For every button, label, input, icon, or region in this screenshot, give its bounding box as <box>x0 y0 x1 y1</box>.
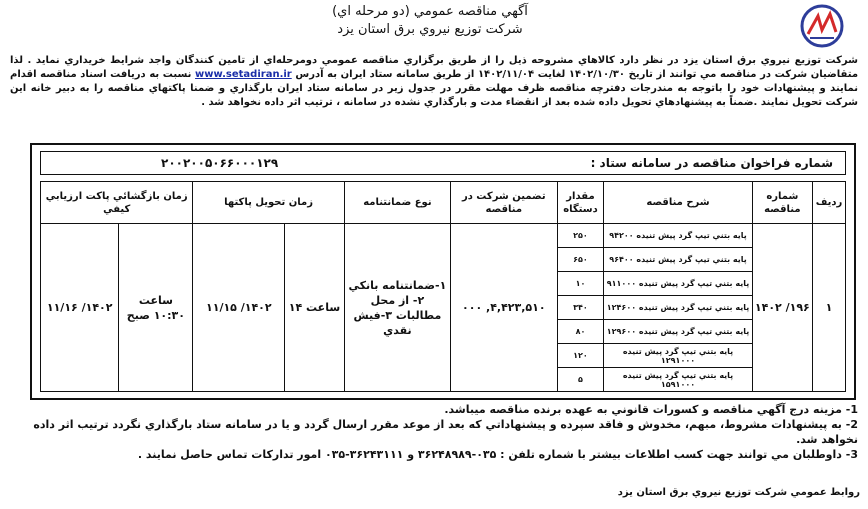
item-description: پايه بتني تيپ گرد پيش تنيده ۹۱۱۰۰۰ <box>604 272 752 296</box>
header-tender-no: شماره مناقصه <box>752 182 813 224</box>
cell-delivery-hour: ساعت ۱۴ <box>285 224 344 392</box>
header-quantity: مقدار دستگاه <box>557 182 604 224</box>
item-description: پايه بتني تيپ گرد پيش تنيده ۱۲۹۱۰۰۰ <box>604 344 752 368</box>
item-quantity: ۳۴۰ <box>557 296 604 320</box>
item-description: پايه بتني تيپ گرد پيش تنيده ۹۴۲۰۰ <box>604 224 752 248</box>
note-contact: 3- داوطلبان مي توانند جهت كسب اطلاعات بيشتر با شماره تلفن : ۰۳۵-۳۶۲۴۸۹۸۹ و ۳۶۲۴۳۱۱۱-۰۳۵ امور تداركات تماس حاصل نمايند . <box>137 448 858 461</box>
company-name: شركت توزيع نيروي برق استان يزد <box>337 22 523 37</box>
note-cost: 1- مزينه درج آگهي مناقصه و كسورات قانوني به عهده برنده مناقصه ميباشد. <box>444 403 858 416</box>
item-quantity: ۶۵۰ <box>557 248 604 272</box>
intro-paragraph <box>10 54 858 110</box>
header-opening-time: زمان بازگشائي پاكت ارزيابي كيفي <box>41 182 193 224</box>
call-number-value: ۲۰۰۲۰۰۵۰۶۶۰۰۰۱۲۹ <box>161 156 279 170</box>
item-description: پايه بتني تيپ گرد پيش تنيده ۱۲۴۶۰۰ <box>604 296 752 320</box>
table-row <box>41 224 846 248</box>
intro-text-part2: نسبت به دريافت اسناد مناقصه اقدام نمايند و پيشنهادات خود را باتوجه به مندرجات دفترچه مناقصه ظرف مهلت مقرر در جدول زير در سامانه ستاد ايران بارگذاري و ضمنا پاكتهاي مناقصه را به دبير خانه اين شركت تحويل نمايند .ضمناً به پيشنهادهاي تحويل داده شده بعد از انقضاء مدت و بارگذاري نشده در سامانه ، ترتيب اثر داده نخواهد شد . <box>10 69 858 108</box>
item-description: پايه بتني تيپ گرد پيش تنيده ۱۲۹۶۰۰ <box>604 320 752 344</box>
item-quantity: ۸۰ <box>557 320 604 344</box>
call-number-bar <box>40 151 846 175</box>
header-delivery-time: زمان تحويل پاكتها <box>193 182 344 224</box>
item-quantity: ۵ <box>557 368 604 392</box>
notice-title: آگهي مناقصه عمومي (دو مرحله اي) <box>332 4 528 19</box>
cell-row-no: ۱ <box>813 224 846 392</box>
cell-tender-no: ۱۹۶/ ۱۴۰۲ <box>752 224 813 392</box>
item-quantity: ۱۲۰ <box>557 344 604 368</box>
cell-delivery-date: ۱۴۰۲/ ۱۱/۱۵ <box>193 224 285 392</box>
notes-section <box>10 402 858 462</box>
header-guarantee-type: نوع ضمانتنامه <box>344 182 450 224</box>
setadiran-link[interactable]: www.setadiran.ir <box>195 69 292 80</box>
cell-deposit: ۴,۴۲۳,۵۱۰, ۰۰۰ <box>451 224 557 392</box>
footer-public-relations: روابط عمومي شركت توزيع نيروي برق استان يزد <box>617 487 860 498</box>
header-description: شرح مناقصه <box>604 182 752 224</box>
item-quantity: ۱۰ <box>557 272 604 296</box>
company-logo-icon <box>800 4 844 48</box>
intro-text-part1: شركت توزيع نيروي برق استان يزد در نظر دارد كالاهاي مشروحه ذيل را از طريق برگزاري مناقصه عمومي دومرحله‌اي از تامين كنندگان واجد شرايط خريداري نمايد . لذا متقاضيان شركت در مناقصه مي توانند از تاريخ ۱۴۰۲/۱۰/۳۰ لغايت ۱۴۰۲/۱۱/۰۴ از طريق سامانه ستاد ايران به آدرس <box>10 55 859 80</box>
table-header-row <box>41 182 846 224</box>
header-row-no: رديف <box>813 182 846 224</box>
note-conditional-bids: 2- به پيشنهادات مشروط، مبهم، مخدوش و فاقد سپرده و پيشنهاداتي كه بعد از موعد مقرر ارسال گردد و يا در سامانه ستاد بارگذاري نگردد ترتيب اثر داده نخواهد شد. <box>33 418 858 446</box>
call-number-label: شماره فراخوان مناقصه در سامانه ستاد : <box>590 156 833 170</box>
cell-opening-hour: ساعت ۱۰:۳۰ صبح <box>119 224 193 392</box>
item-quantity: ۲۵۰ <box>557 224 604 248</box>
tender-table <box>40 181 846 392</box>
cell-opening-date: ۱۴۰۲/ ۱۱/۱۶ <box>41 224 119 392</box>
item-description: پايه بتني تيپ گرد پيش تنيده ۹۶۴۰۰ <box>604 248 752 272</box>
header-deposit: تضمين شركت در مناقصه <box>451 182 557 224</box>
cell-guarantee-type: ۱-ضمانتنامه بانكي ۲- از محل مطالبات ۳-فيش نقدي <box>344 224 450 392</box>
item-description: پايه بتني تيپ گرد پيش تنيده ۱۵۹۱۰۰۰ <box>604 368 752 392</box>
